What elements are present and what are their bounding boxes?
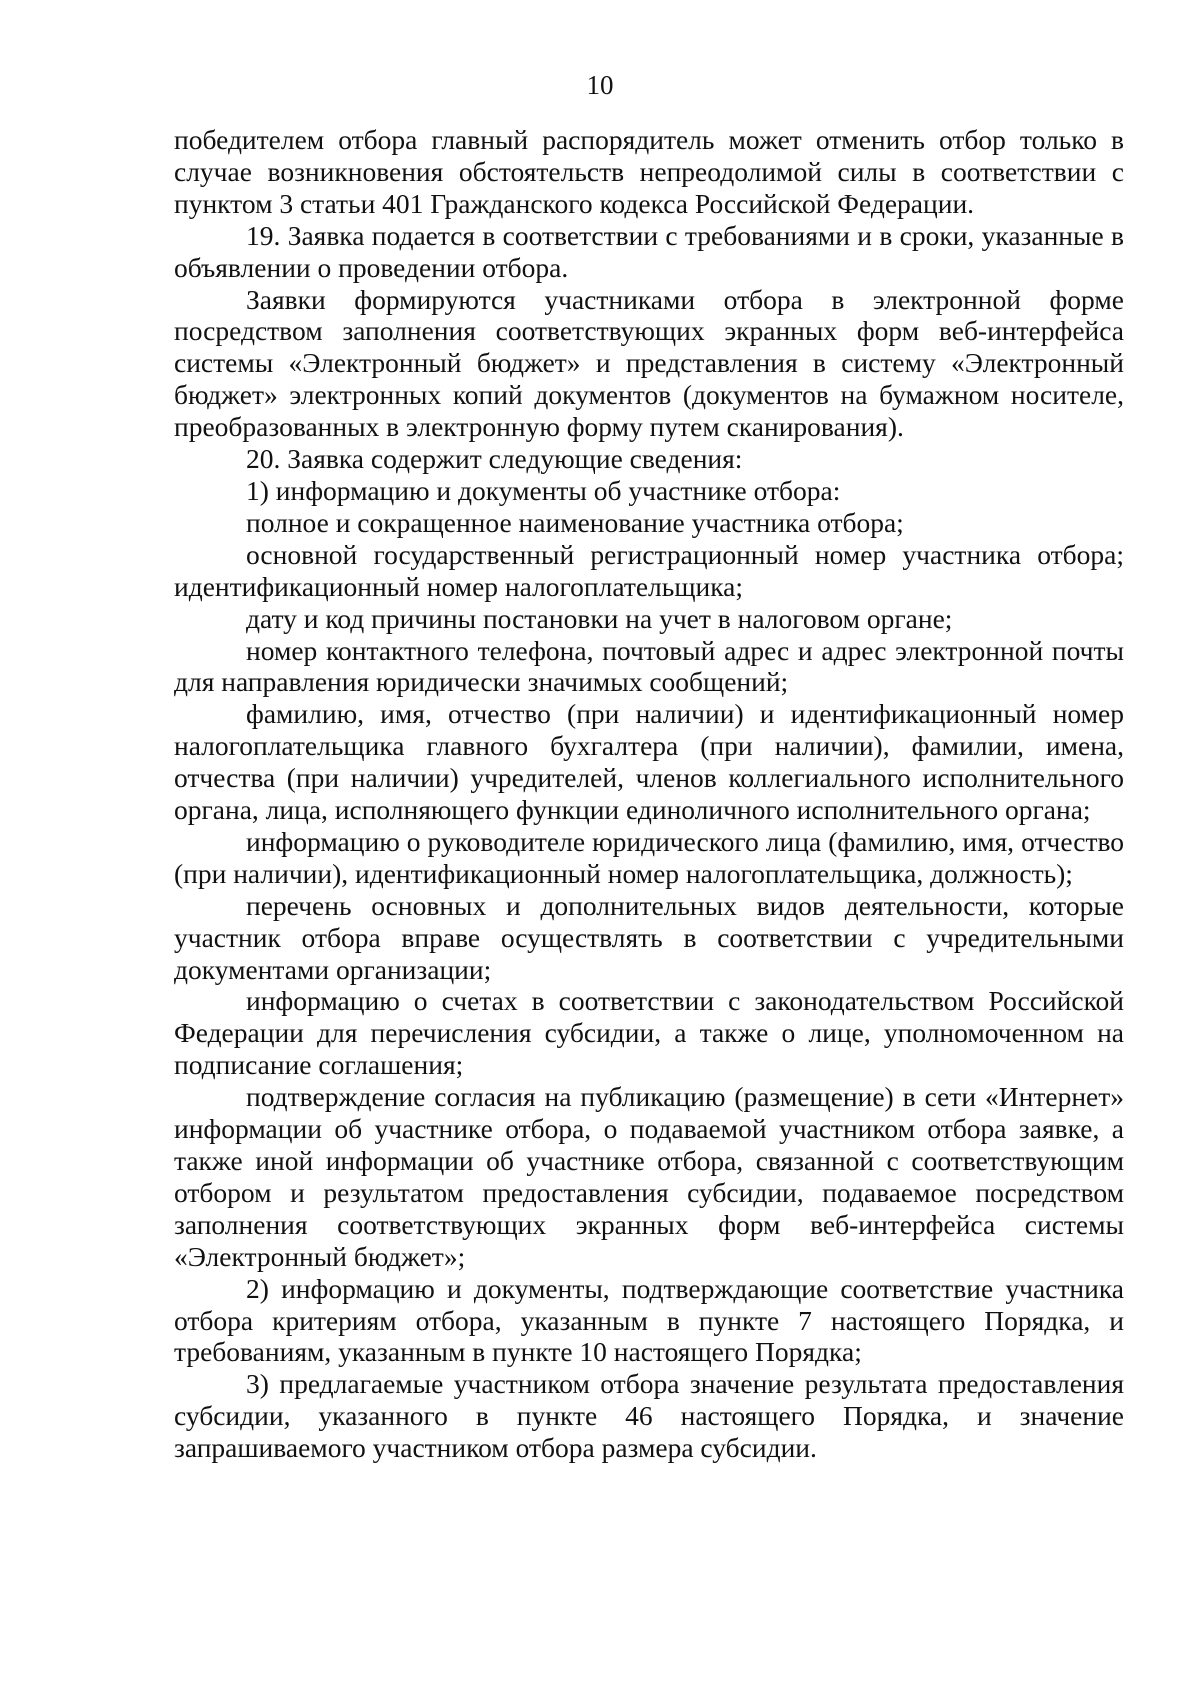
- text-line: указанные в объявлении о проведении отбора.: [174, 219, 1125, 283]
- text-line: носителе, преобразованных в электронную форму путем сканирования).: [174, 379, 1125, 443]
- text-line: перечень основных и дополнительных видов деятельности, которые: [246, 889, 1124, 921]
- text-line: полное и сокращенное наименование участника отбора;: [246, 506, 904, 538]
- text-line: «Интернет» информации об участнике отбора, о подаваемой участником: [174, 1081, 1125, 1145]
- paragraph: [174, 284, 1124, 444]
- paragraph: [174, 443, 1124, 475]
- text-line: Заявки формируются участниками отбора в электронной форме: [246, 283, 1124, 315]
- text-line: 3) предлагаемые участником отбора значение результата: [246, 1368, 928, 1400]
- text-line: посредством заполнения соответствующих экранных форм веб-интерфейса: [174, 315, 1124, 347]
- paragraph: [174, 475, 1124, 507]
- text-line: документами организации;: [174, 953, 492, 985]
- text-line: должность);: [930, 857, 1073, 889]
- paragraph: [174, 1368, 1124, 1464]
- text-line: подтверждение согласия на публикацию (размещение) в сети: [246, 1081, 977, 1113]
- text-line: случае возникновения обстоятельств непреодолимой силы в соответствии с: [174, 155, 1124, 187]
- paragraph: [174, 220, 1124, 284]
- text-line: значение запрашиваемого участником отбора размера субсидии.: [174, 1400, 1125, 1464]
- text-line: 19. Заявка подается в соответствии с требованиями и в сроки,: [246, 219, 975, 251]
- text-line: дату и код причины постановки на учет в налоговом органе;: [246, 602, 953, 634]
- text-line: Порядка, и требованиям, указанным в пункте 10 настоящего Порядка;: [174, 1304, 1124, 1368]
- text-line: 1) информацию и документы об участнике отбора:: [246, 474, 841, 506]
- text-line: отбора заявке, а также иной информации об участнике отбора, связанной с: [174, 1113, 1124, 1176]
- text-line: 2) информацию и документы, подтверждающие соответствие: [246, 1272, 994, 1304]
- text-line: участник отбора вправе осуществлять в соответствии с учредительными: [174, 921, 1124, 953]
- text-line: отчества (при наличии) учредителей, членов коллегиального: [174, 762, 911, 794]
- text-line: информацию о счетах в соответствии с законодательством Российской: [246, 985, 1124, 1017]
- text-line: победителем отбора главный распорядитель может отменить отбор только в: [174, 124, 1124, 155]
- text-line: информацию о руководителе юридического лица (фамилию, имя,: [246, 825, 1015, 857]
- paragraph: [174, 698, 1124, 826]
- text-line: системы «Электронный бюджет» и представления в систему «Электронный: [174, 347, 1124, 379]
- text-line: соответствующим отбором и результатом предоставления субсидии,: [174, 1145, 1124, 1208]
- page-number: 10: [586, 70, 614, 100]
- text-line: Федерации для перечисления субсидии, а также о лице, уполномоченном на: [174, 1017, 1124, 1049]
- text-line: исполнительного органа, лица, исполняющего функции единоличного: [174, 762, 1125, 826]
- text-line: идентификационный номер налогоплательщика;: [174, 570, 744, 602]
- document-body: [174, 124, 1124, 1464]
- paragraph: [174, 1273, 1124, 1369]
- paragraph: [174, 539, 1124, 603]
- text-line: веб-интерфейса системы «Электронный бюджет»;: [174, 1208, 1125, 1272]
- paragraph: [174, 826, 1124, 890]
- paragraph: [174, 635, 1124, 699]
- paragraph: [174, 124, 1124, 220]
- text-line: пунктом 3 статьи 401 Гражданского кодекса Российской Федерации.: [174, 187, 975, 219]
- paragraph: [174, 507, 1124, 539]
- text-line: предоставления субсидии, указанного в пункте 46 настоящего Порядка, и: [174, 1368, 1124, 1432]
- text-line: отчество (при наличии), идентификационный номер налогоплательщика,: [174, 825, 1125, 889]
- paragraph: [174, 890, 1124, 986]
- text-line: подписание соглашения;: [174, 1049, 464, 1081]
- paragraph: [174, 985, 1124, 1081]
- text-line: налогоплательщика главного бухгалтера (при наличии), фамилии, имена,: [174, 730, 1124, 762]
- text-line: участника отбора критериям отбора, указанным в пункте 7 настоящего: [174, 1272, 1124, 1336]
- paragraph: [174, 603, 1124, 635]
- text-line: подаваемое посредством заполнения соответствующих экранных форм: [174, 1176, 1124, 1240]
- text-line: исполнительного органа;: [796, 794, 1091, 826]
- text-line: основной государственный регистрационный номер участника отбора;: [246, 538, 1124, 570]
- text-line: почты для направления юридически значимых сообщений;: [174, 634, 1125, 698]
- text-line: 20. Заявка содержит следующие сведения:: [246, 443, 743, 475]
- text-line: фамилию, имя, отчество (при наличии) и идентификационный номер: [246, 698, 1124, 730]
- text-line: номер контактного телефона, почтовый адрес и адрес электронной: [246, 634, 1044, 666]
- text-line: бюджет» электронных копий документов (документов на бумажном: [174, 379, 1000, 411]
- paragraph: [174, 1081, 1124, 1272]
